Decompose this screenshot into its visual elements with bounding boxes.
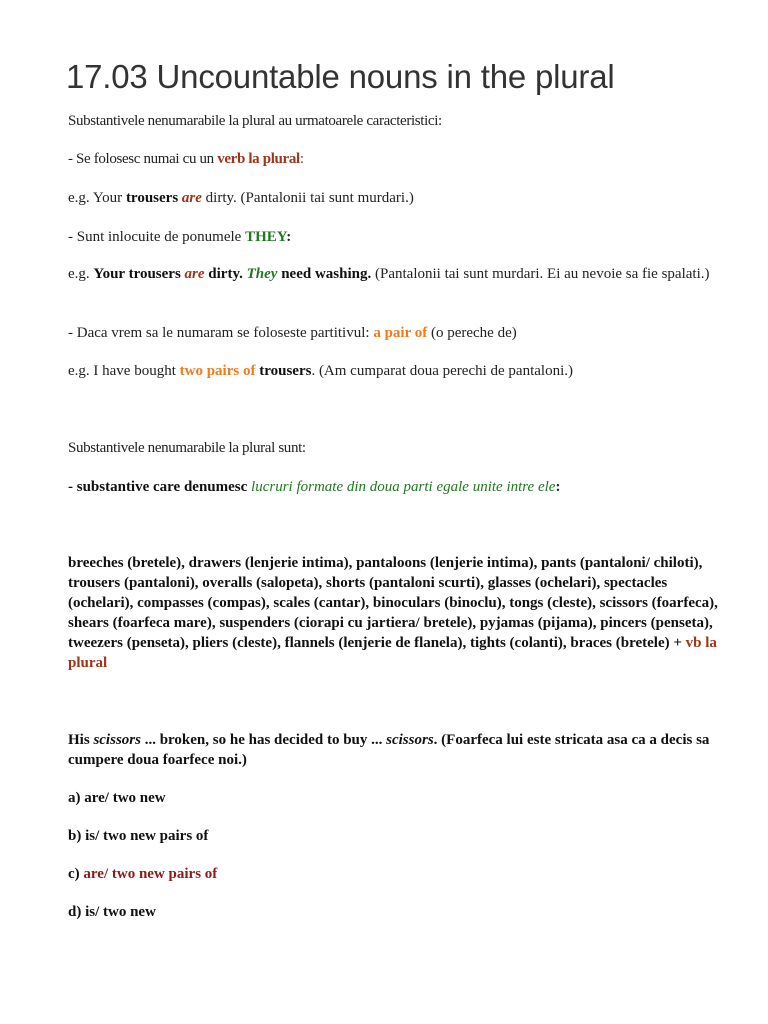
- option-text-correct: are/ two new pairs of: [83, 866, 218, 882]
- option-text: is/ two new pairs of: [85, 828, 209, 844]
- category-heading: [68, 477, 728, 497]
- intro-text: Substantivele nenumarabile la plural au urmatoarele caracteristici:: [68, 113, 442, 129]
- rule-they: [68, 227, 728, 247]
- option-letter: a): [68, 790, 85, 806]
- option-letter: b): [68, 828, 86, 844]
- rule-highlight: a pair of: [373, 325, 428, 341]
- option-c[interactable]: [68, 864, 728, 884]
- example-part3: need washing.: [277, 266, 372, 282]
- rule-highlight: verb la plural: [217, 151, 300, 167]
- rule-suffix: :: [286, 229, 292, 245]
- noun-list-text: breeches (bretele), drawers (lenjerie intima), pantaloons (lenjerie intima), pants (pantaloni/ chiloti), trousers (pantaloni), overalls (salopeta), shorts (pantaloni scurti), glasses (ochelari), spectacles (ochelari), compasses (compas), scales (cantar), binoculars (binoclu), tongs (cleste), scissors (foarfeca), shears (foarfeca mare), suspenders (ciorapi cu jartiera/ bretele), pyjamas (pijama), pincers (penseta), tweezers (penseta), pliers (cleste), flannels (lenjerie de flanela), tights (colanti), braces (bretele) +: [68, 555, 718, 651]
- option-text: are/ two new: [84, 790, 166, 806]
- example-prefix: e.g.: [68, 266, 94, 282]
- example-highlight: two pairs of: [179, 363, 256, 379]
- example-part1: Your trousers: [93, 266, 185, 282]
- example-rest: . (Am cumparat doua perechi de pantaloni.): [311, 363, 573, 379]
- rule-text: - Daca vrem sa le numaram se foloseste partitivul:: [68, 325, 374, 341]
- example-noun: trousers: [125, 190, 179, 206]
- question-word: scissors: [93, 732, 141, 748]
- example-verb: are: [184, 266, 205, 282]
- option-letter: c): [68, 866, 84, 882]
- option-text: is/ two new: [85, 904, 156, 920]
- section-intro: Substantivele nenumarabile la plural sunt:: [68, 440, 306, 456]
- rule-suffix: :: [299, 151, 304, 167]
- option-b[interactable]: [68, 826, 728, 846]
- question-part: . (Foarfeca lui este stricata asa ca a decis sa cumpere doua foarfece noi.): [68, 732, 710, 768]
- option-a[interactable]: [68, 788, 728, 808]
- rule-verb-plural: [68, 149, 728, 169]
- example-pronoun: They: [246, 266, 278, 282]
- example-translation: (Pantalonii tai sunt murdari. Ei au nevoie sa fie spalati.): [371, 266, 710, 282]
- rule-text: - Se folosesc numai cu un: [68, 151, 218, 167]
- example-rest: dirty. (Pantalonii tai sunt murdari.): [201, 190, 414, 206]
- question-word: scissors: [386, 732, 434, 748]
- question-part: His: [68, 732, 94, 748]
- question-part: ... broken, so he has decided to buy ...: [140, 732, 387, 748]
- category-text: - substantive care denumesc: [68, 479, 252, 495]
- example-prefix: e.g. Your: [68, 190, 126, 206]
- example-part2: dirty.: [204, 266, 247, 282]
- category-suffix: :: [555, 479, 561, 495]
- category-highlight: lucruri formate din doua parti egale unite intre ele: [251, 479, 556, 495]
- option-letter: d): [68, 904, 86, 920]
- example-1: [68, 188, 728, 208]
- exercise-question: [68, 730, 728, 770]
- page-title: 17.03 Uncountable nouns in the plural: [66, 58, 615, 95]
- rule-suffix: (o pereche de): [427, 325, 517, 341]
- rule-text: - Sunt inlocuite de ponumele: [68, 229, 246, 245]
- noun-list: [68, 553, 720, 673]
- option-d[interactable]: [68, 902, 728, 922]
- example-verb: are: [181, 190, 202, 206]
- example-2: [68, 264, 728, 284]
- rule-partitive: [68, 323, 728, 343]
- example-3: [68, 361, 728, 381]
- example-noun: trousers: [259, 363, 312, 379]
- example-prefix: e.g. I have bought: [68, 363, 180, 379]
- noun-list-highlight: vb la plural: [68, 635, 717, 671]
- rule-highlight: THEY: [245, 229, 287, 245]
